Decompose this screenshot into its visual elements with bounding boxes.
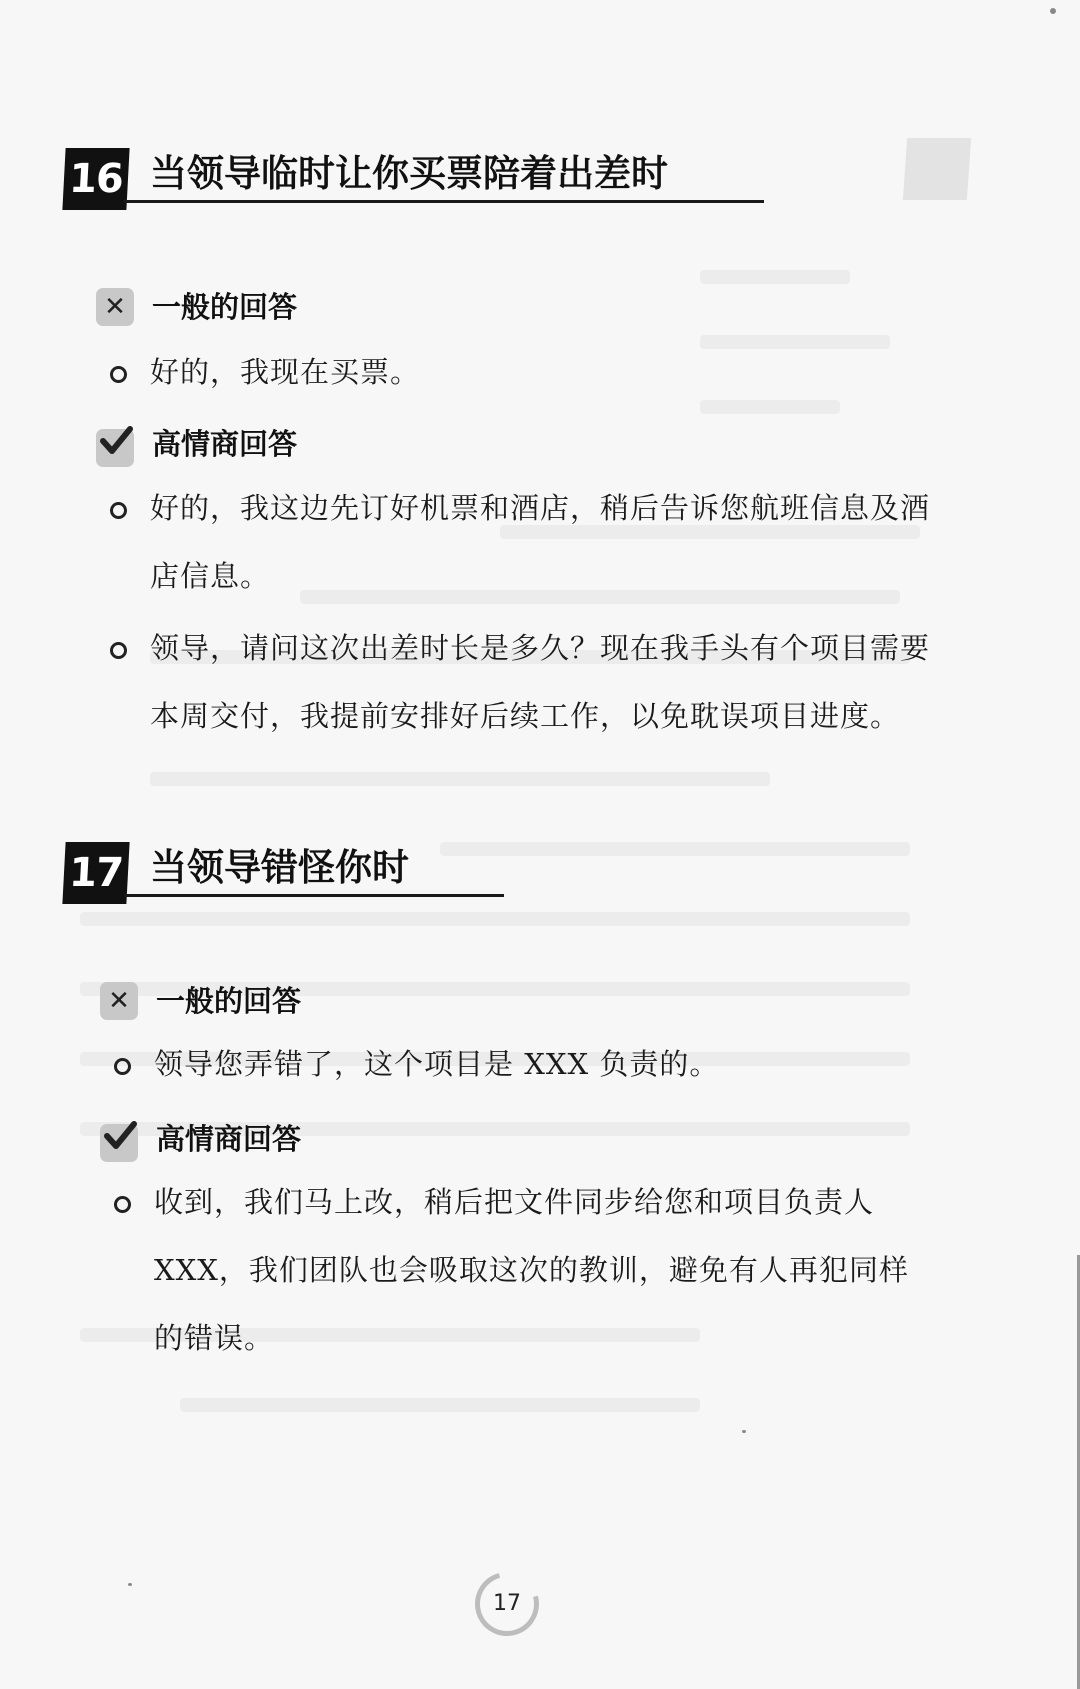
hollow-circle-bullet-icon <box>110 642 127 659</box>
answer-text: 好的，我这边先订好机票和酒店，稍后告诉您航班信息及酒店信息。 <box>150 491 931 593</box>
x-mark-icon: ✕ <box>96 288 134 326</box>
hollow-circle-bullet-icon <box>110 366 127 383</box>
show-through-mark <box>150 772 770 786</box>
answer-text: 领导，请问这次出差时长是多久？现在我手头有个项目需要本周交付，我提前安排好后续工作，以免耽误项目进度。 <box>150 631 931 733</box>
general-answer-label: 一般的回答 <box>156 984 302 1018</box>
answer-text: 领导您弄错了，这个项目是 XXX 负责的。 <box>154 1047 720 1081</box>
list-item <box>110 474 940 614</box>
list-item <box>110 614 940 754</box>
show-through-mark <box>700 270 850 284</box>
answer-text: 好的，我现在买票。 <box>150 355 421 389</box>
check-mark-icon <box>96 425 134 463</box>
show-through-mark <box>440 842 910 856</box>
page-number-badge <box>475 1572 539 1636</box>
eq-answer-label: 高情商回答 <box>152 427 298 461</box>
section-heading <box>64 148 704 212</box>
section-number-badge: 16 <box>62 148 129 210</box>
paper-speck <box>1050 8 1056 14</box>
section-title: 当领导临时让你买票陪着出差时 <box>150 152 668 195</box>
title-underline <box>124 894 504 897</box>
section-number-badge: 17 <box>62 842 129 904</box>
hollow-circle-bullet-icon <box>114 1058 131 1075</box>
paper-speck <box>742 1430 746 1433</box>
check-mark-icon <box>100 1120 138 1158</box>
list-item <box>114 1168 944 1378</box>
section-title: 当领导错怪你时 <box>150 846 409 889</box>
title-underline <box>124 200 764 203</box>
general-answer-label: 一般的回答 <box>152 290 298 324</box>
x-mark-icon: ✕ <box>100 982 138 1020</box>
eq-answer-label: 高情商回答 <box>156 1122 302 1156</box>
page-number: 17 <box>493 1591 521 1616</box>
answer-text: 收到，我们马上改，稍后把文件同步给您和项目负责人 XXX，我们团队也会吸取这次的教训，避免有人再犯同样的错误。 <box>154 1185 909 1355</box>
section-heading <box>64 842 444 906</box>
hollow-circle-bullet-icon <box>114 1196 131 1213</box>
show-through-mark <box>80 912 910 926</box>
show-through-mark <box>180 1398 700 1412</box>
hollow-circle-bullet-icon <box>110 502 127 519</box>
paper-speck <box>128 1583 132 1586</box>
show-through-badge <box>903 138 971 200</box>
